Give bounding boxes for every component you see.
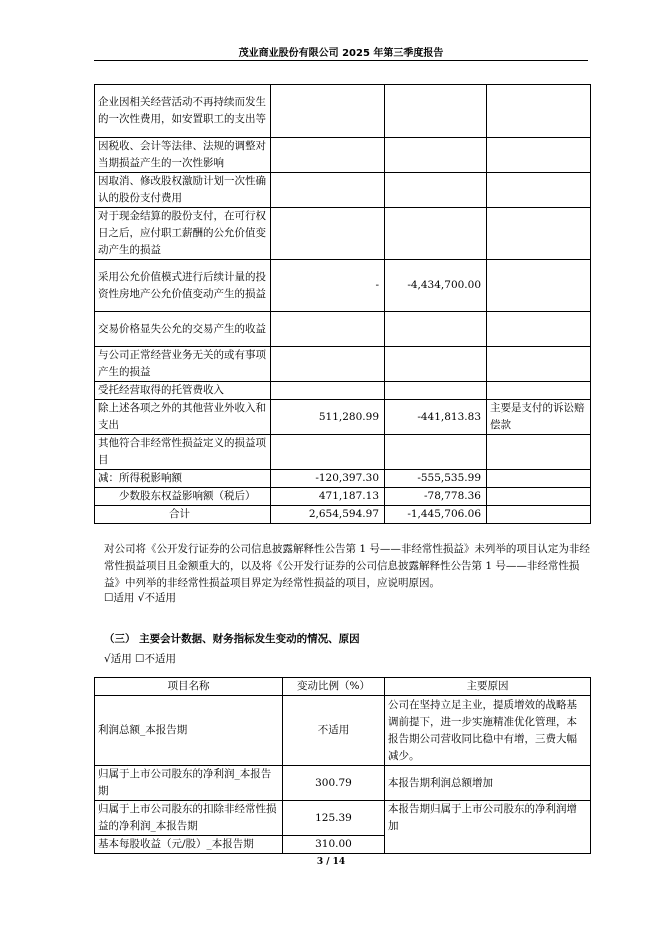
table-row [95, 400, 591, 435]
item-name-cell: 利润总额_本报告期 [95, 696, 283, 766]
applicability-option: √适用 ☐不适用 [104, 653, 176, 665]
ytd-cell [385, 208, 487, 260]
item-cell: 交易价格显失公允的交易产生的收益 [95, 312, 271, 347]
note-cell [487, 506, 591, 524]
reason-cell: 公司在坚持立足主业，提质增效的战略基调前提下，进一步实施精准优化管理，本报告期公司营收同比稳中有增，三费大幅减少。 [385, 696, 591, 766]
ytd-cell [385, 173, 487, 208]
current-cell: -120,397.30 [271, 470, 385, 488]
table-row [95, 138, 591, 173]
table-row [95, 85, 591, 138]
current-cell [271, 382, 385, 400]
item-cell: 因取消、修改股权激励计划一次性确认的股份支付费用 [95, 173, 271, 208]
note-cell [487, 382, 591, 400]
ratio-cell: 310.00 [283, 836, 385, 854]
item-cell: 少数股东权益影响额（税后） [95, 488, 271, 506]
note-cell [487, 173, 591, 208]
note-cell [487, 312, 591, 347]
table-row [95, 506, 591, 524]
current-cell [271, 85, 385, 138]
changes-table [94, 677, 591, 854]
ytd-cell [385, 435, 487, 470]
table-row [95, 260, 591, 312]
current-cell [271, 208, 385, 260]
current-cell: 471,187.13 [271, 488, 385, 506]
ytd-cell: -441,813.83 [385, 400, 487, 435]
current-cell [271, 435, 385, 470]
applicability-option: ☐适用 √不适用 [104, 592, 176, 604]
reason-cell: 本报告期归属于上市公司股东的净利润增加 [385, 801, 591, 854]
item-cell: 减：所得税影响额 [95, 470, 271, 488]
ytd-cell [385, 85, 487, 138]
note-cell [487, 138, 591, 173]
table-header-row [95, 678, 591, 696]
item-cell: 对于现金结算的股份支付，在可行权日之后，应付职工薪酬的公允价值变动产生的损益 [95, 208, 271, 260]
current-cell [271, 347, 385, 382]
ytd-cell: -1,445,706.06 [385, 506, 487, 524]
note-cell [487, 260, 591, 312]
table-row [95, 696, 591, 766]
table-row [95, 312, 591, 347]
explanation-paragraph: 对公司将《公开发行证券的公司信息披露解释性公告第 1 号——非经常性损益》未列举的项目认定为非经常性损益项目且金额重大的，以及将《公开发行证券的公司信息披露解释性公告第 1 号——非经常性损益》中列举的非经常性损益项目界定为经常性损益的项目，应说明原因。 [104, 543, 590, 589]
ytd-cell [385, 312, 487, 347]
table-row [95, 435, 591, 470]
current-cell: 2,654,594.97 [271, 506, 385, 524]
table-row [95, 208, 591, 260]
current-cell [271, 312, 385, 347]
ytd-cell [385, 382, 487, 400]
table-row [95, 173, 591, 208]
item-cell: 企业因相关经营活动不再持续而发生的一次性费用，如安置职工的支出等 [95, 85, 271, 138]
ratio-cell: 不适用 [283, 696, 385, 766]
table-row [95, 347, 591, 382]
item-cell: 除上述各项之外的其他营业外收入和支出 [95, 400, 271, 435]
item-cell: 受托经营取得的托管费收入 [95, 382, 271, 400]
ytd-cell [385, 138, 487, 173]
note-cell [487, 208, 591, 260]
ratio-cell: 125.39 [283, 801, 385, 836]
column-header: 主要原因 [385, 678, 591, 696]
table-row [95, 470, 591, 488]
item-name-cell: 基本每股收益（元/股）_本报告期 [95, 836, 283, 854]
header-rule [94, 60, 588, 61]
note-cell [487, 85, 591, 138]
item-cell: 合计 [95, 506, 271, 524]
item-cell: 因税收、会计等法律、法规的调整对当期损益产生的一次性影响 [95, 138, 271, 173]
table-row [95, 382, 591, 400]
current-cell [271, 173, 385, 208]
current-cell: - [271, 260, 385, 312]
ytd-cell: -78,778.36 [385, 488, 487, 506]
note-cell [487, 435, 591, 470]
column-header: 项目名称 [95, 678, 283, 696]
ratio-cell: 300.79 [283, 766, 385, 801]
ytd-cell: -4,434,700.00 [385, 260, 487, 312]
item-name-cell: 归属于上市公司股东的净利润_本报告期 [95, 766, 283, 801]
table-row [95, 488, 591, 506]
item-cell: 与公司正常经营业务无关的或有事项产生的损益 [95, 347, 271, 382]
ytd-cell [385, 347, 487, 382]
table-row [95, 801, 591, 836]
reason-cell: 本报告期利润总额增加 [385, 766, 591, 801]
current-cell: 511,280.99 [271, 400, 385, 435]
item-cell: 采用公允价值模式进行后续计量的投资性房地产公允价值变动产生的损益 [95, 260, 271, 312]
item-name-cell: 归属于上市公司股东的扣除非经常性损益的净利润_本报告期 [95, 801, 283, 836]
non-recurring-gains-table [94, 84, 591, 524]
current-cell [271, 138, 385, 173]
note-cell [487, 470, 591, 488]
column-header: 变动比例（%） [283, 678, 385, 696]
ytd-cell: -555,535.99 [385, 470, 487, 488]
item-cell: 其他符合非经常性损益定义的损益项目 [95, 435, 271, 470]
page-number: 3 / 14 [316, 857, 346, 867]
note-cell [487, 347, 591, 382]
section-title: （三） 主要会计数据、财务指标发生变动的情况、原因 [104, 633, 360, 645]
report-header: 茂业商业股份有限公司 2025 年第三季度报告 [238, 48, 444, 59]
note-cell: 主要是支付的诉讼赔偿款 [487, 400, 591, 435]
note-cell [487, 488, 591, 506]
table-row [95, 766, 591, 801]
